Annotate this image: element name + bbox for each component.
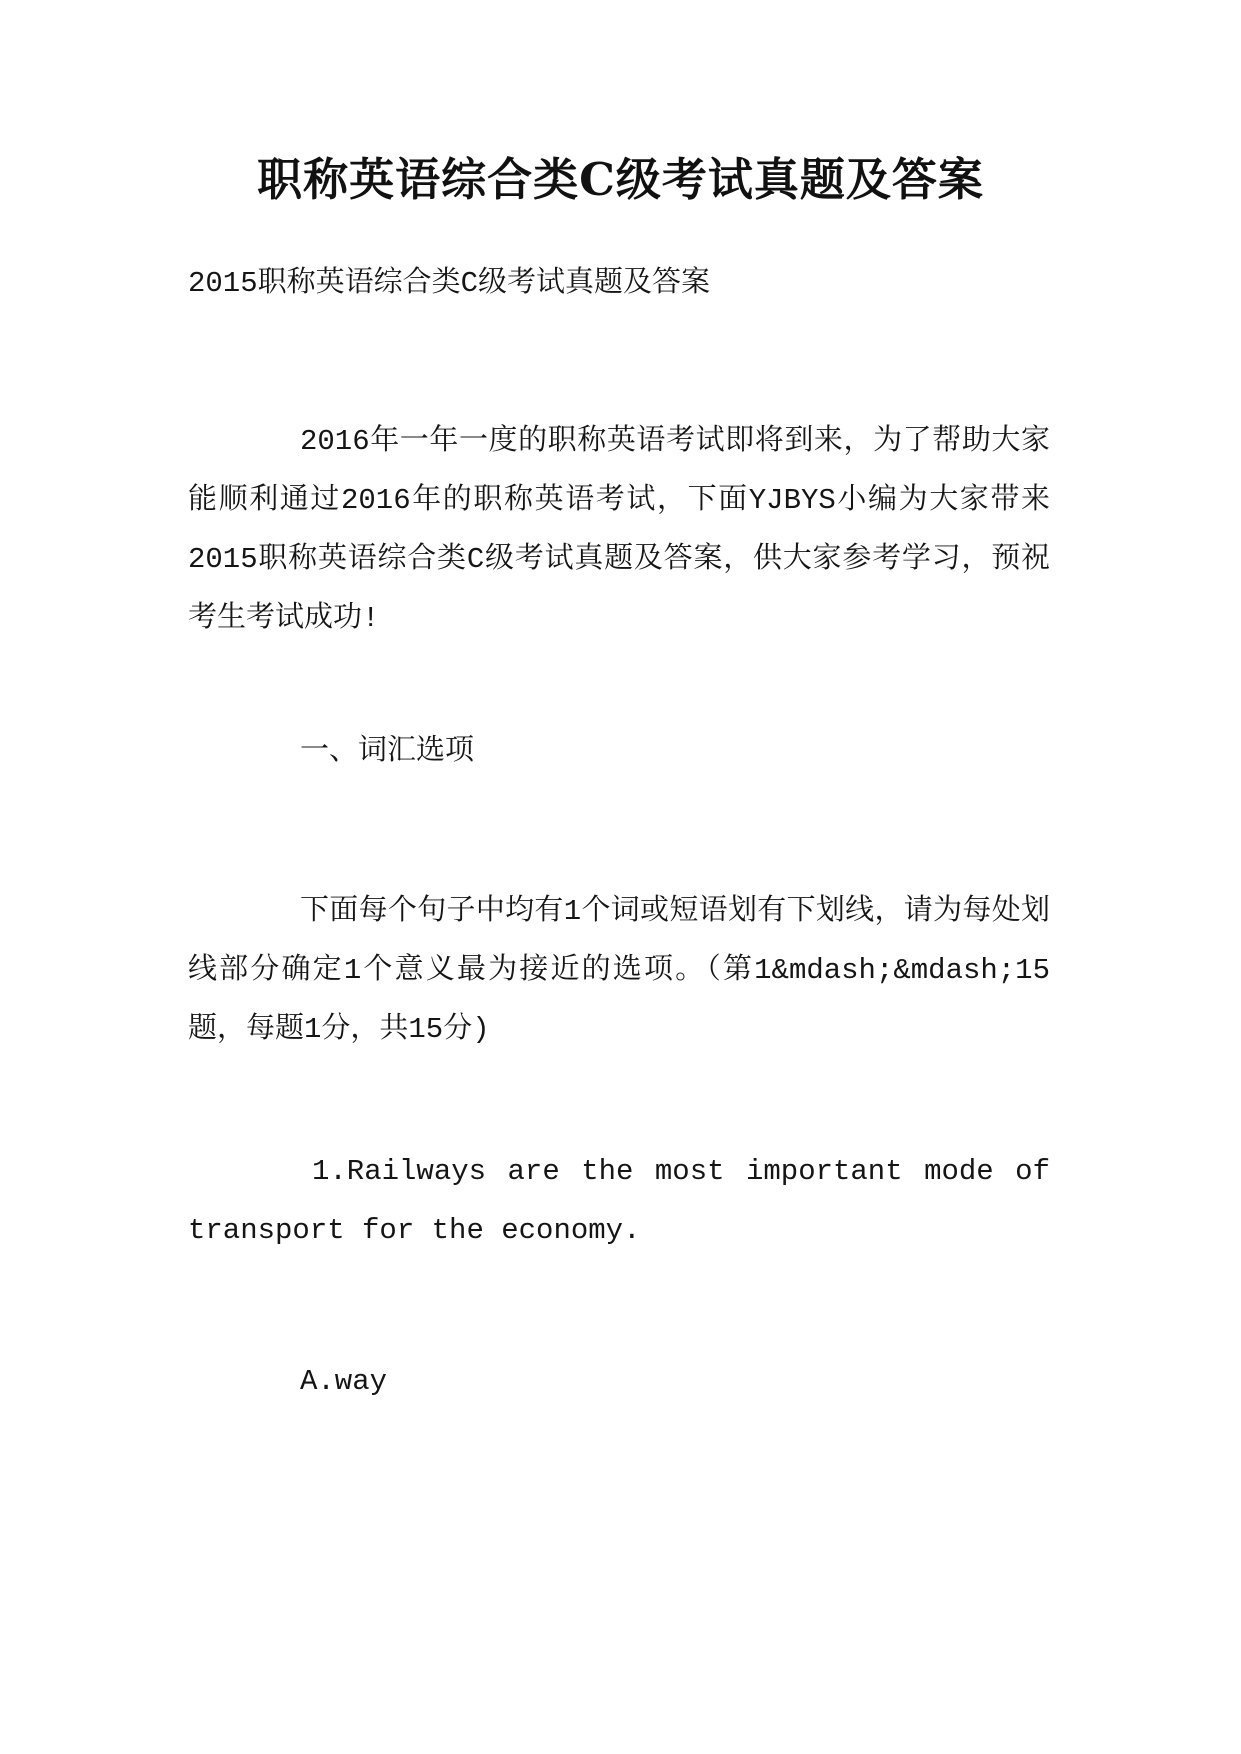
document-title: 职称英语综合类C级考试真题及答案 [257, 153, 984, 206]
section-heading: 一、词汇选项 [300, 735, 475, 768]
question-1: 1.Railways are the most important mode of transport for the economy. [188, 1155, 1050, 1247]
document-subtitle: 2015职称英语综合类C级考试真题及答案 [188, 267, 711, 300]
intro-paragraph: 2016年一年一度的职称英语考试即将到来，为了帮助大家能顺利通过2016年的职称英语考试，下面YJBYS小编为大家带来2015职称英语综合类C级考试真题及答案，供大家参考学习，预祝考生考试成功! [188, 425, 1050, 635]
question-1-option-a: A.way [300, 1365, 388, 1398]
instructions-paragraph: 下面每个句子中均有1个词或短语划有下划线，请为每处划线部分确定1个意义最为接近的选项。（第1&mdash;&mdash;15题，每题1分，共15分) [188, 895, 1050, 1046]
